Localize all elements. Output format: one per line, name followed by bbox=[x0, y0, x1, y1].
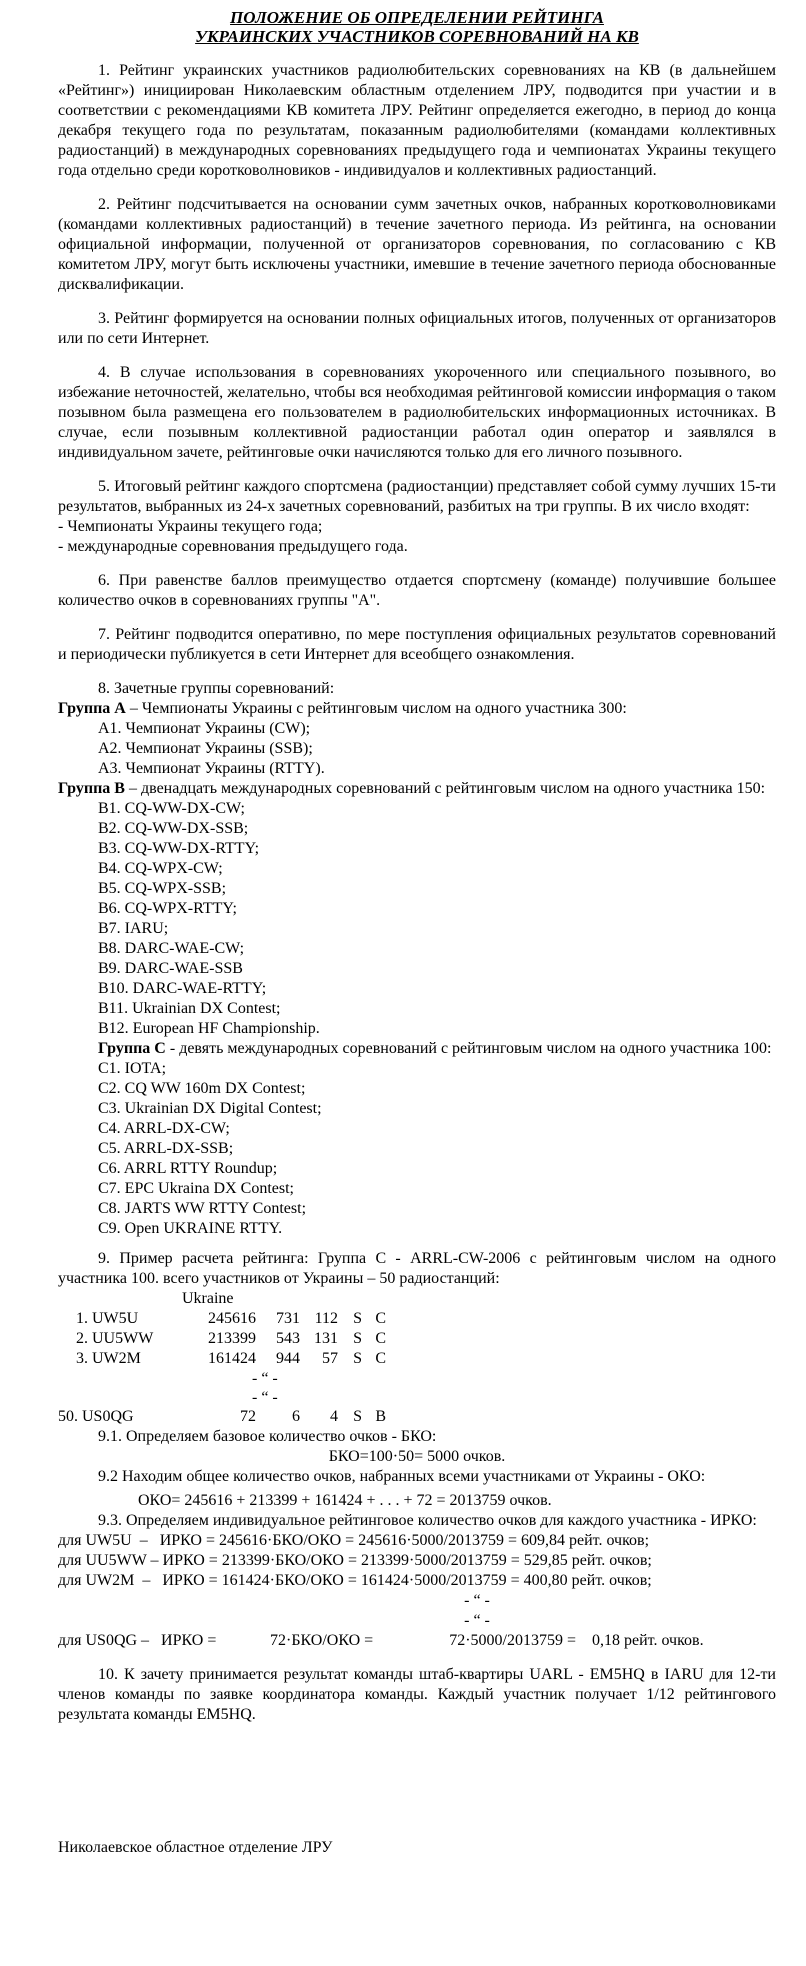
group-b-item: B12. European HF Championship. bbox=[98, 1020, 320, 1037]
group-c-item: C6. ARRL RTTY Roundup; bbox=[98, 1160, 278, 1177]
paragraph-2: 2. Рейтинг подсчитывается на основании сумм зачетных очков, набранных коротковолновиками (командами коллективных радиостанций) в течение зачетного периода. Из рейтинга, на основании официальной информации, полученной от организаторов соревнования, по согласованию с КВ комитетом ЛРУ, могут быть исключены участники, имевшие в течение зачетного периода обоснованные дисквалификации. bbox=[58, 196, 776, 293]
paragraph-5-item-1: - Чемпионаты Украины текущего года; bbox=[58, 518, 323, 535]
calc-last-part: 72·5000/2013759 = bbox=[449, 1632, 576, 1649]
group-a-item: А3. Чемпионат Украины (RTTY). bbox=[98, 760, 325, 777]
table-row bbox=[58, 1407, 386, 1427]
group-b-item: B8. DARC-WAE-CW; bbox=[98, 940, 245, 957]
table-cell: B bbox=[375, 1408, 386, 1425]
group-c-item: C2. CQ WW 160m DX Contest; bbox=[98, 1080, 306, 1097]
paragraph-4: 4. В случае использования в соревнованиях укороченного или специального позывного, во избежание неточностей, желательно, чтобы вся необходимая рейтинговой комиссии информация о таком позывном была размещена его пользователем в радиолюбительских информационных источниках. В случае, если позывным коллективной радиостанции работал один оператор и заявлялся в индивидуальном зачете, рейтинговые очки начисляются только для его личного позывного. bbox=[58, 364, 776, 461]
paragraph-7: 7. Рейтинг подводится оперативно, по мере поступления официальных результатов соревнований и периодически публикуется в сети Интернет для всеобщего ознакомления. bbox=[58, 626, 776, 663]
step-9-2-formula: ОКО= 245616 + 213399 + 161424 + . . . + 72 = 2013759 очков. bbox=[138, 1492, 552, 1509]
paragraph-5-item-2: - международные соревнования предыдущего года. bbox=[58, 538, 408, 555]
paragraph-10: 10. К зачету принимается результат команды штаб-квартиры UARL - EM5HQ в IARU для 12-ти членов команды по заявке координатора команды. Каждый участник получает 1/12 рейтингового результата команды EM5HQ. bbox=[58, 1666, 776, 1723]
calc-line: для UW2M – ИРКО = 161424·БКО/ОКО = 161424·5000/2013759 = 400,80 рейт. очков; bbox=[58, 1572, 652, 1589]
paragraph-8: 8. Зачетные группы соревнований: bbox=[98, 680, 335, 697]
ditto-mark: - “ - bbox=[464, 1592, 490, 1609]
ditto-mark: - “ - bbox=[252, 1389, 278, 1406]
table-cell: 245616 bbox=[208, 1310, 256, 1327]
table-row bbox=[76, 1309, 386, 1329]
group-b-item: B10. DARC-WAE-RTTY; bbox=[98, 980, 267, 997]
group-b-item: B9. DARC-WAE-SSB bbox=[98, 960, 243, 977]
group-b-item: B6. CQ-WPX-RTTY; bbox=[98, 900, 237, 917]
table-cell: 3. UW2M bbox=[76, 1350, 141, 1367]
calc-last-part: 72·БКО/ОКО = bbox=[270, 1632, 374, 1649]
group-b-item: B1. CQ-WW-DX-CW; bbox=[98, 800, 245, 817]
group-b-label: Группа В bbox=[58, 780, 125, 797]
example-country: Ukraine bbox=[182, 1290, 234, 1307]
paragraph-1: 1. Рейтинг украинских участников радиолюбительских соревнованиях на КВ (в дальнейшем «Рейтинг») инициирован Николаевским областным отделением ЛРУ, подводится при участии и в соответствии с рекомендациями КВ комитета ЛРУ. Рейтинг определяется ежегодно, в период до конца декабря текущего года по результатам, показанным радиолюбителями (командами коллективных радиостанций) в международных соревнованиях предыдущего года и чемпионатах Украины текущего года отдельно среди коротковолновиков - индивидуалов и коллективных радиостанций. bbox=[58, 62, 776, 179]
group-a-label: Группа А bbox=[58, 700, 126, 717]
document-page bbox=[58, 8, 776, 1725]
example-results-table bbox=[76, 1309, 386, 1369]
table-cell: C bbox=[375, 1330, 386, 1347]
step-9-3: 9.3. Определяем индивидуальное рейтинговое количество очков для каждого участника - ИРКО: bbox=[98, 1512, 757, 1529]
table-cell: 72 bbox=[240, 1408, 256, 1425]
group-b-item: B2. CQ-WW-DX-SSB; bbox=[98, 820, 249, 837]
table-row bbox=[76, 1329, 386, 1349]
example-last-row bbox=[58, 1407, 386, 1427]
group-b-item: B11. Ukrainian DX Contest; bbox=[98, 1000, 281, 1017]
group-c-item: C7. EPC Ukraina DX Contest; bbox=[98, 1180, 294, 1197]
table-row bbox=[76, 1349, 386, 1369]
table-cell: S bbox=[353, 1350, 362, 1367]
group-c-text: - девять международных соревнований с рейтинговым числом на одного участника 100: bbox=[165, 1040, 772, 1057]
group-c-list bbox=[58, 1059, 776, 1239]
calc-line: для UW5U – ИРКО = 245616·БКО/ОКО = 245616·5000/2013759 = 609,84 рейт. очков; bbox=[58, 1532, 650, 1549]
table-cell: 50. US0QG bbox=[58, 1408, 134, 1425]
table-cell: 112 bbox=[314, 1310, 338, 1327]
group-a-text: – Чемпионаты Украины с рейтинговым числом на одного участника 300: bbox=[125, 700, 627, 717]
group-b-item: B5. CQ-WPX-SSB; bbox=[98, 880, 227, 897]
footer-signature: Николаевское областное отделение ЛРУ bbox=[58, 1839, 333, 1856]
group-c-item: C3. Ukrainian DX Digital Contest; bbox=[98, 1100, 322, 1117]
group-a-heading bbox=[58, 699, 776, 719]
paragraph-6: 6. При равенстве баллов преимущество отдается спортсмену (команде) получившие большее количество очков в соревнованиях группы "А". bbox=[58, 572, 776, 609]
document-title-line2: УКРАИНСКИХ УЧАСТНИКОВ СОРЕВНОВАНИЙ НА КВ bbox=[195, 27, 639, 46]
calc-line: для UU5WW – ИРКО = 213399·БКО/ОКО = 213399·5000/2013759 = 529,85 рейт. очков; bbox=[58, 1552, 652, 1569]
table-cell: 161424 bbox=[208, 1350, 256, 1367]
group-c-item: C9. Open UKRAINE RTTY. bbox=[98, 1220, 283, 1237]
table-cell: S bbox=[353, 1408, 362, 1425]
step-9-1: 9.1. Определяем базовое количество очков - БКО: bbox=[98, 1428, 437, 1445]
table-cell: 57 bbox=[322, 1350, 338, 1367]
table-cell: 543 bbox=[276, 1330, 300, 1347]
calc-last-part: 0,18 рейт. очков. bbox=[592, 1632, 704, 1649]
group-c-item: C5. ARRL-DX-SSB; bbox=[98, 1140, 234, 1157]
ditto-mark: - “ - bbox=[464, 1612, 490, 1629]
group-b-list bbox=[58, 799, 776, 1039]
table-cell: 944 bbox=[276, 1350, 300, 1367]
example-intro: 9. Пример расчета рейтинга: Группа С - ARRL-CW-2006 с рейтинговым числом на одного участника 100. всего участников от Украины – 50 радиостанций: bbox=[58, 1250, 776, 1287]
group-b-item: B4. CQ-WPX-CW; bbox=[98, 860, 223, 877]
ditto-mark: - “ - bbox=[252, 1370, 278, 1387]
table-cell: S bbox=[353, 1330, 362, 1347]
group-c-label: Группа С bbox=[98, 1040, 166, 1057]
table-cell: C bbox=[375, 1310, 386, 1327]
group-b-item: B7. IARU; bbox=[98, 920, 169, 937]
table-cell: 4 bbox=[330, 1408, 338, 1425]
paragraph-5: 5. Итоговый рейтинг каждого спортсмена (радиостанции) представляет собой сумму лучших 15-ти результатов, выбранных из 24-х зачетных соревнований, разбитых на три группы. В их число входят: bbox=[58, 478, 776, 515]
group-c-item: C8. JARTS WW RTTY Contest; bbox=[98, 1200, 307, 1217]
group-c-item: C1. IOTA; bbox=[98, 1060, 167, 1077]
document-title-line1: ПОЛОЖЕНИЕ ОБ ОПРЕДЕЛЕНИИ РЕЙТИНГА bbox=[230, 8, 604, 27]
group-c-item: C4. ARRL-DX-CW; bbox=[98, 1120, 230, 1137]
table-cell: 1. UW5U bbox=[76, 1310, 139, 1327]
calc-line-last bbox=[58, 1631, 776, 1651]
table-cell: 131 bbox=[314, 1330, 338, 1347]
group-c-heading bbox=[58, 1039, 776, 1059]
table-cell: S bbox=[353, 1310, 362, 1327]
group-b-item: B3. CQ-WW-DX-RTTY; bbox=[98, 840, 260, 857]
group-a-item: А1. Чемпионат Украины (CW); bbox=[98, 720, 311, 737]
group-b-heading bbox=[58, 779, 776, 799]
table-cell: 6 bbox=[292, 1408, 300, 1425]
step-9-1-formula: БКО=100·50= 5000 очков. bbox=[328, 1448, 506, 1465]
table-cell: 731 bbox=[276, 1310, 300, 1327]
group-a-list bbox=[58, 719, 776, 779]
calc-last-part: для US0QG – ИРКО = bbox=[58, 1632, 217, 1649]
group-a-item: А2. Чемпионат Украины (SSB); bbox=[98, 740, 313, 757]
table-cell: 213399 bbox=[208, 1330, 256, 1347]
group-b-text: – двенадцать международных соревнований с рейтинговым числом на одного участника 150: bbox=[124, 780, 766, 797]
table-cell: 2. UU5WW bbox=[76, 1330, 154, 1347]
step-9-2: 9.2 Находим общее количество очков, набранных всеми участниками от Украины - ОКО: bbox=[98, 1468, 706, 1485]
paragraph-3: 3. Рейтинг формируется на основании полных официальных итогов, полученных от организаторов или по сети Интернет. bbox=[58, 310, 776, 347]
table-cell: C bbox=[375, 1350, 386, 1367]
